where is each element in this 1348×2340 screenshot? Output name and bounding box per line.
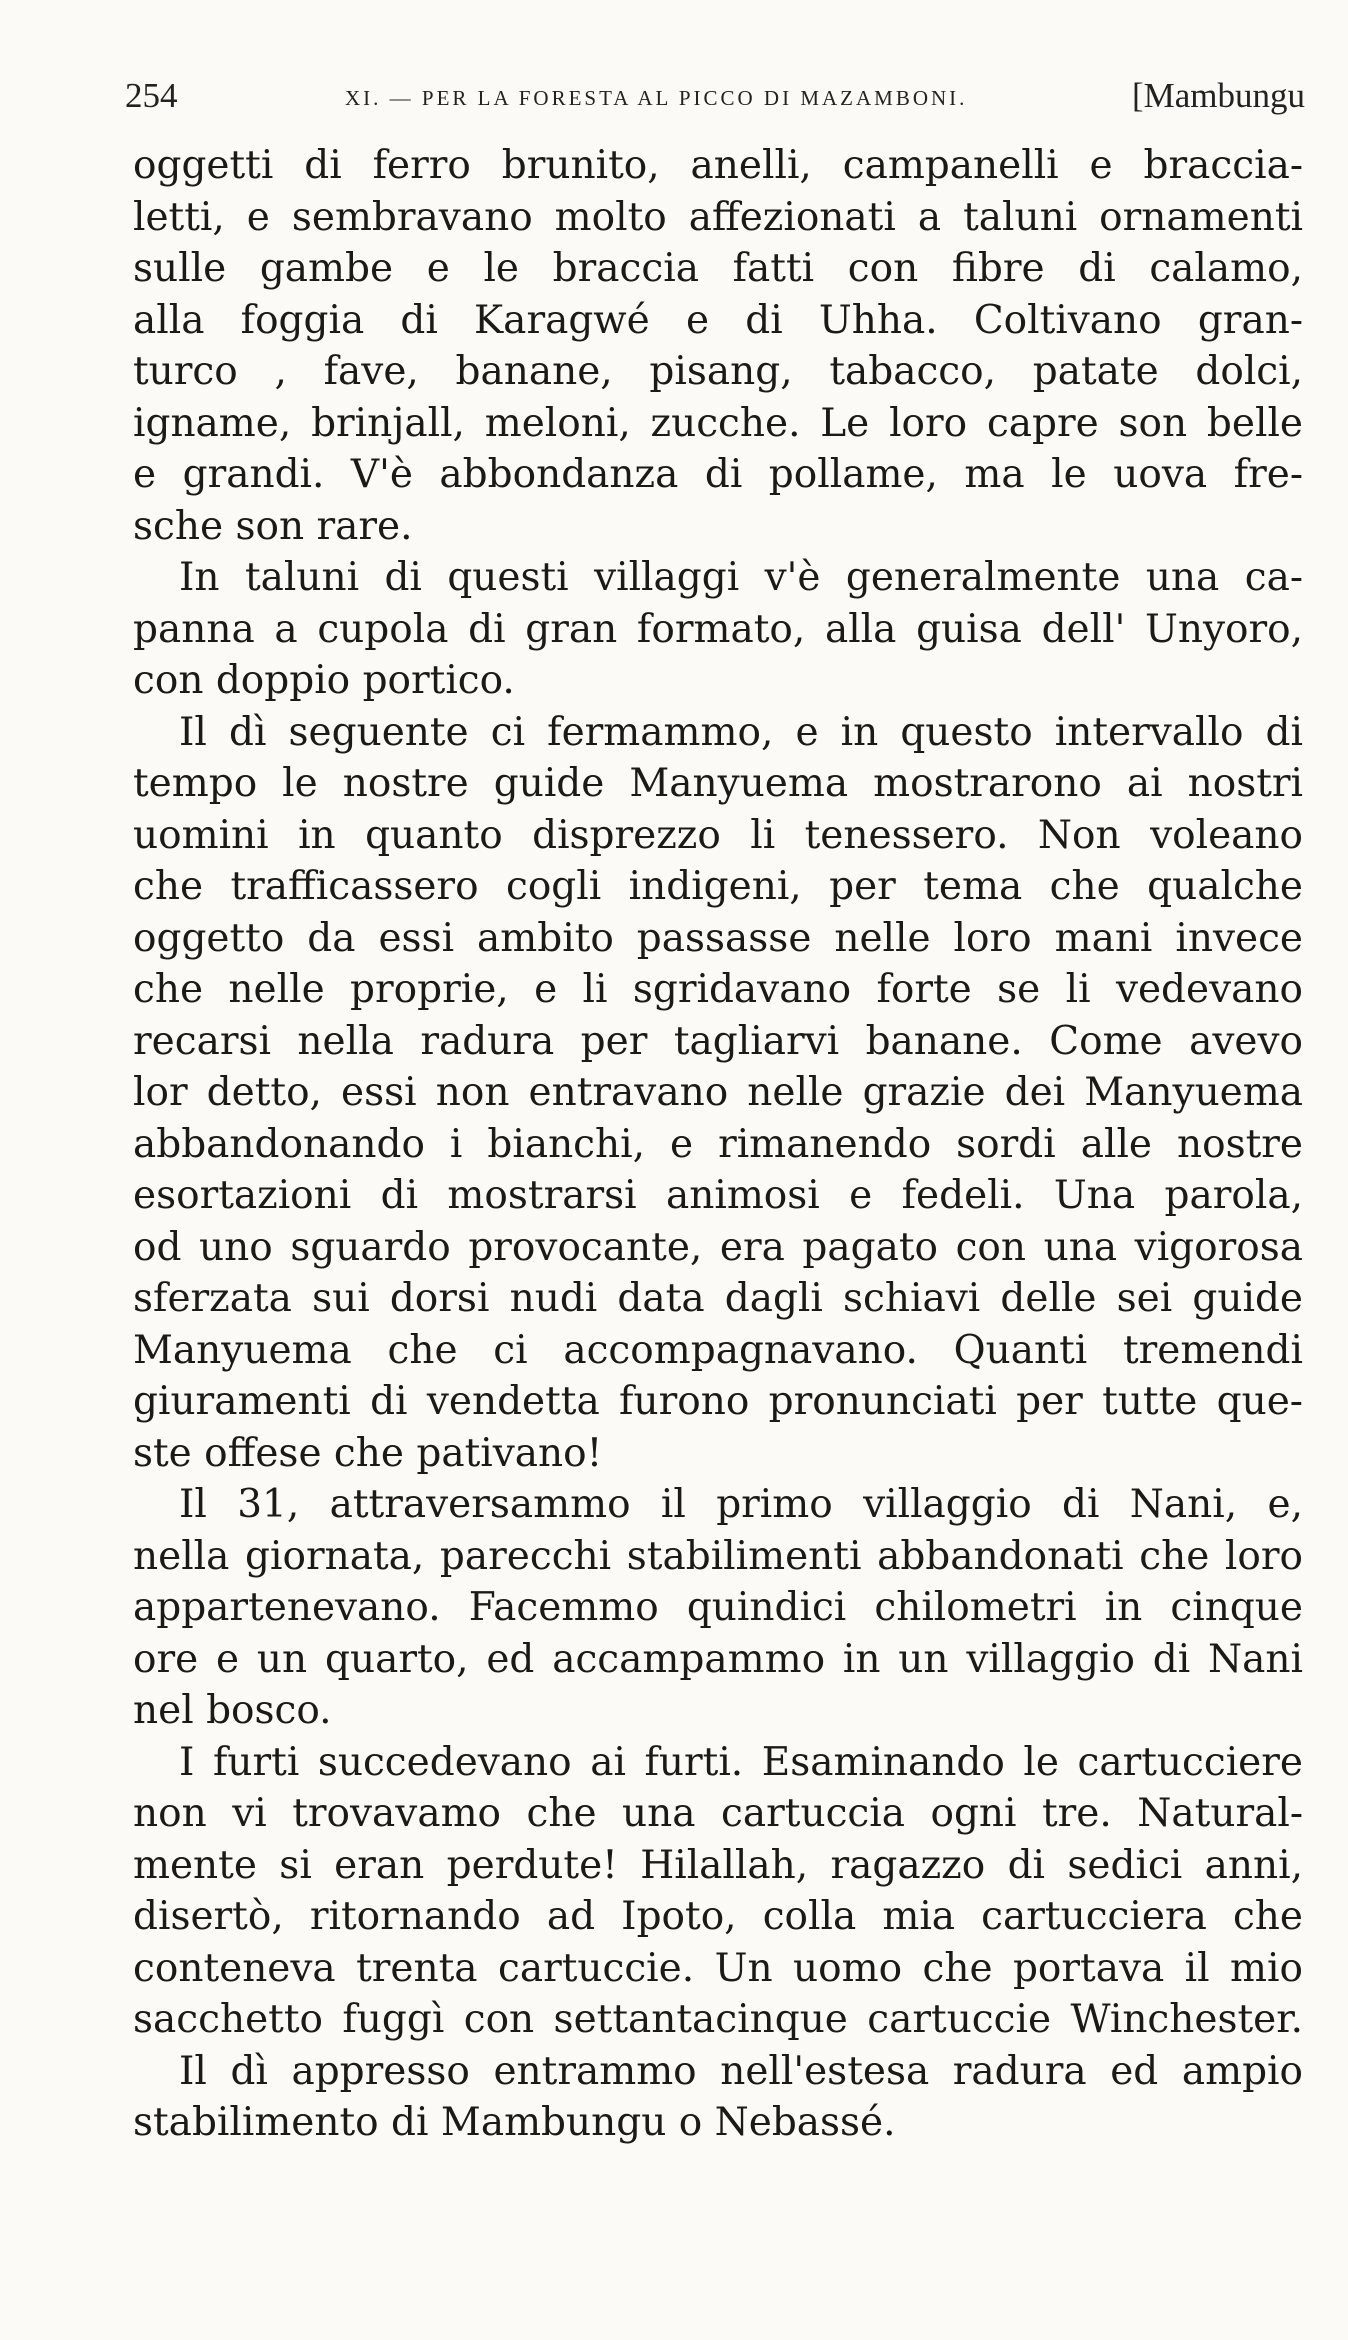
text-line: Il 31, attraversammo il primo villaggio di Nani, e, [179,1482,1303,1527]
text-line: ore e un quarto, ed accampammo in un villaggio di Nani [133,1636,1303,1682]
text-line: od uno sguardo provocante, era pagato con una vigorosa [133,1224,1303,1270]
text-line: sche son rare. [133,503,413,549]
text-line: che trafficassero cogli indigeni, per tema che qualche [133,864,1303,909]
text-line: oggetto da essi ambito passasse nelle loro mani invece [133,915,1303,961]
text-line: non vi trovavamo che una cartuccia ogni tre. Natural- [133,1791,1303,1836]
running-place: [Mambungu [1131,76,1305,115]
text-line: disertò, ritornando ad Ipoto, colla mia cartucciera che [133,1894,1303,1939]
text-line: Il dì appresso entrammo nell'estesa radura ed ampio [179,2048,1303,2094]
text-line: giuramenti di vendetta furono pronunciati per tutte que- [133,1379,1303,1424]
text-line: ste offese che pativano! [133,1430,603,1476]
text-line: sacchetto fuggì con settantacinque cartuccie Winchester. [133,1997,1303,2042]
text-line: uomini in quanto disprezzo li tenessero. Non voleano [133,812,1303,858]
page-number: 254 [125,76,178,115]
text-line: lor detto, essi non entravano nelle grazie dei Manyuema [133,1070,1303,1115]
text-line: conteneva trenta cartuccie. Un uomo che portava il mio [133,1945,1303,1991]
body-text [133,140,1303,2149]
text-line: Il dì seguente ci fermammo, e in questo intervallo di [179,709,1303,755]
text-line: con doppio portico. [133,658,515,703]
text-line: sulle gambe e le braccia fatti con fibre di calamo, [133,246,1303,291]
text-line: panna a cupola di gran formato, alla guisa dell' Unyoro, [133,606,1303,652]
text-line: mente si eran perdute! Hilallah, ragazzo di sedici anni, [133,1842,1303,1888]
text-line: Manyuema che ci accompagnavano. Quanti tremendi [133,1327,1303,1373]
text-line: oggetti di ferro brunito, anelli, campanelli e braccia- [133,143,1303,188]
text-line: abbandonando i bianchi, e rimanendo sordi alle nostre [133,1121,1303,1167]
text-line: In taluni di questi villaggi v'è generalmente una ca- [179,555,1303,600]
text-line: sferzata sui dorsi nudi data dagli schiavi delle sei guide [133,1276,1303,1321]
text-line: I furti succedevano ai furti. Esaminando le cartucciere [179,1739,1303,1785]
running-title: XI. — PER LA FORESTA AL PICCO DI MAZAMBONI. [345,86,968,110]
text-line: appartenevano. Facemmo quindici chilometri in cinque [133,1585,1303,1630]
text-line: esortazioni di mostrarsi animosi e fedeli. Una parola, [133,1173,1303,1218]
text-line: recarsi nella radura per tagliarvi banane. Come avevo [133,1018,1303,1064]
text-line: nella giornata, parecchi stabilimenti abbandonati che loro [133,1533,1303,1579]
text-line: tempo le nostre guide Manyuema mostrarono ai nostri [133,761,1303,806]
text-line: turco , fave, banane, pisang, tabacco, patate dolci, [133,349,1303,394]
text-line: stabilimento di Mambungu o Nebassé. [133,2100,896,2145]
text-line: alla foggia di Karagwé e di Uhha. Coltivano gran- [133,297,1303,343]
page-header [125,76,1305,126]
text-line: nel bosco. [133,1688,332,1733]
text-line: letti, e sembravano molto affezionati a taluni ornamenti [133,194,1303,240]
text-line: igname, brinjall, meloni, zucche. Le loro capre son belle [133,400,1303,446]
text-line: che nelle proprie, e li sgridavano forte se li vedevano [133,967,1303,1012]
text-line: e grandi. V'è abbondanza di pollame, ma le uova fre- [133,452,1303,497]
